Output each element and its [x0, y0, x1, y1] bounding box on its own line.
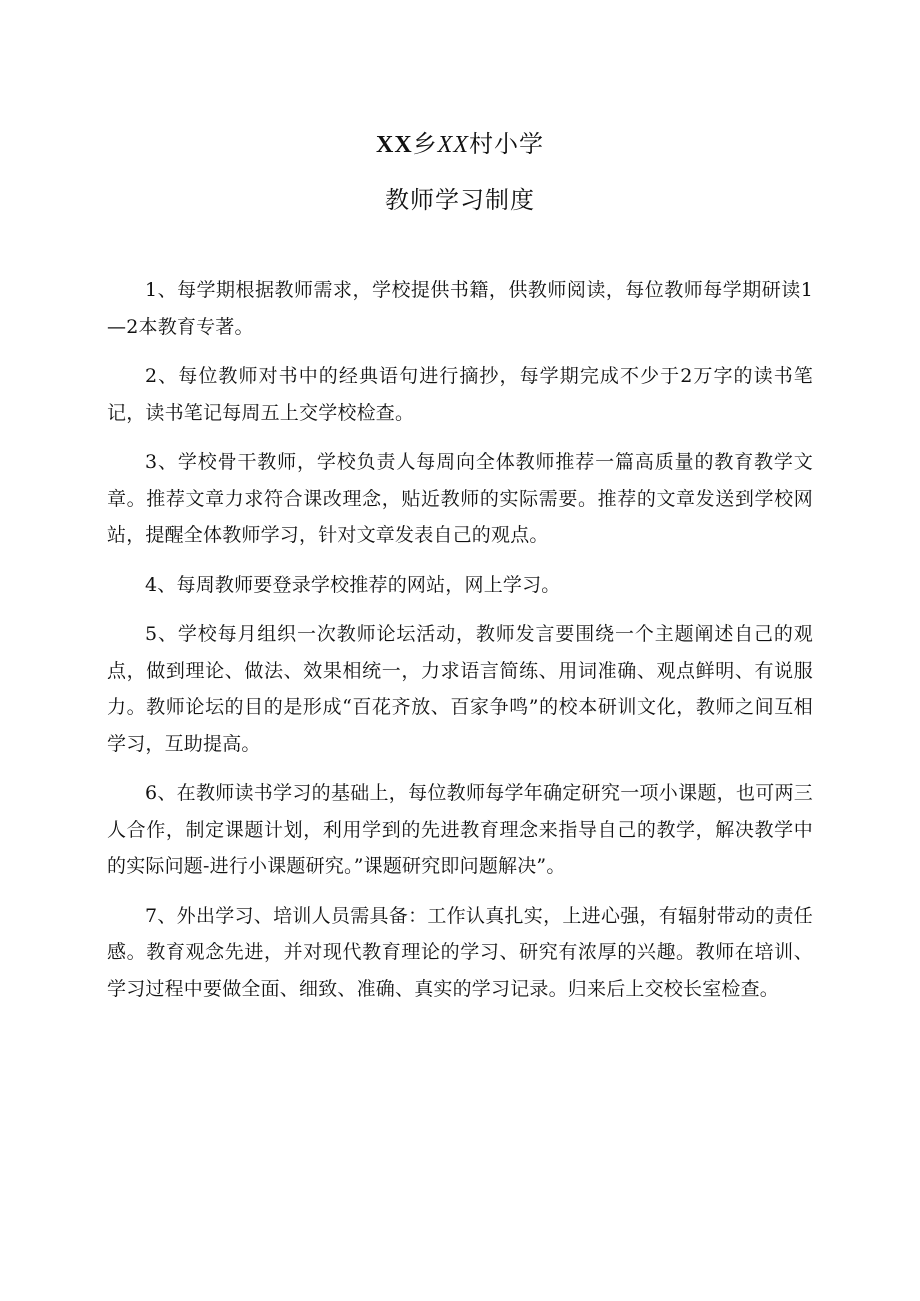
rule-paragraph-3: 3、学校骨干教师，学校负责人每周向全体教师推荐一篇高质量的教育教学文章。推荐文章力求符合课改理念，贴近教师的实际需要。推荐的文章发送到学校网站，提醒全体教师学习，针对文章发表自己的观点。	[107, 451, 813, 546]
document-subtitle: 教师学习制度	[385, 186, 535, 214]
rule-paragraph-7: 7、外出学习、培训人员需具备：工作认真扎实，上进心强，有辐射带动的责任感。教育观念先进，并对现代教育理论的学习、研究有浓厚的兴趣。教师在培训、学习过程中要做全面、细致、准确、真实的学习记录。归来后上交校长室检查。	[107, 904, 813, 1000]
school-title-part1: XX	[376, 132, 413, 158]
rule-paragraph-4: 4、每周教师要登录学校推荐的网站，网上学习。	[145, 573, 561, 596]
rule-paragraph-6: 6、在教师读书学习的基础上，每位教师每学年确定研究一项小课题，也可两三人合作，制定课题计划，利用学到的先进教育理念来指导自己的教学，解决教学中的实际问题-进行小课题研究。”课题研究即问题解决”。	[107, 782, 813, 877]
title-block	[0, 124, 920, 220]
school-title-part3: XX	[437, 132, 469, 158]
rule-paragraph-2: 2、每位教师对书中的经典语句进行摘抄，每学期完成不少于2万字的读书笔记，读书笔记每周五上交学校检查。	[107, 365, 813, 424]
rule-paragraph-5: 5、学校每月组织一次教师论坛活动，教师发言要围绕一个主题阐述自己的观点，做到理论、做法、效果相统一，力求语言简练、用词准确、观点鲜明、有说服力。教师论坛的目的是形成“百花齐放、百家争鸣”的校本研训文化，教师之间互相学习，互助提高。	[107, 623, 813, 755]
school-title	[0, 124, 920, 165]
document-body	[107, 272, 813, 1020]
school-title-part2: 乡	[412, 130, 438, 158]
school-title-part4: 村小学	[469, 130, 544, 158]
rule-paragraph-1: 1、每学期根据教师需求，学校提供书籍，供教师阅读，每位教师每学期研读1—2本教育专著。	[107, 279, 813, 338]
